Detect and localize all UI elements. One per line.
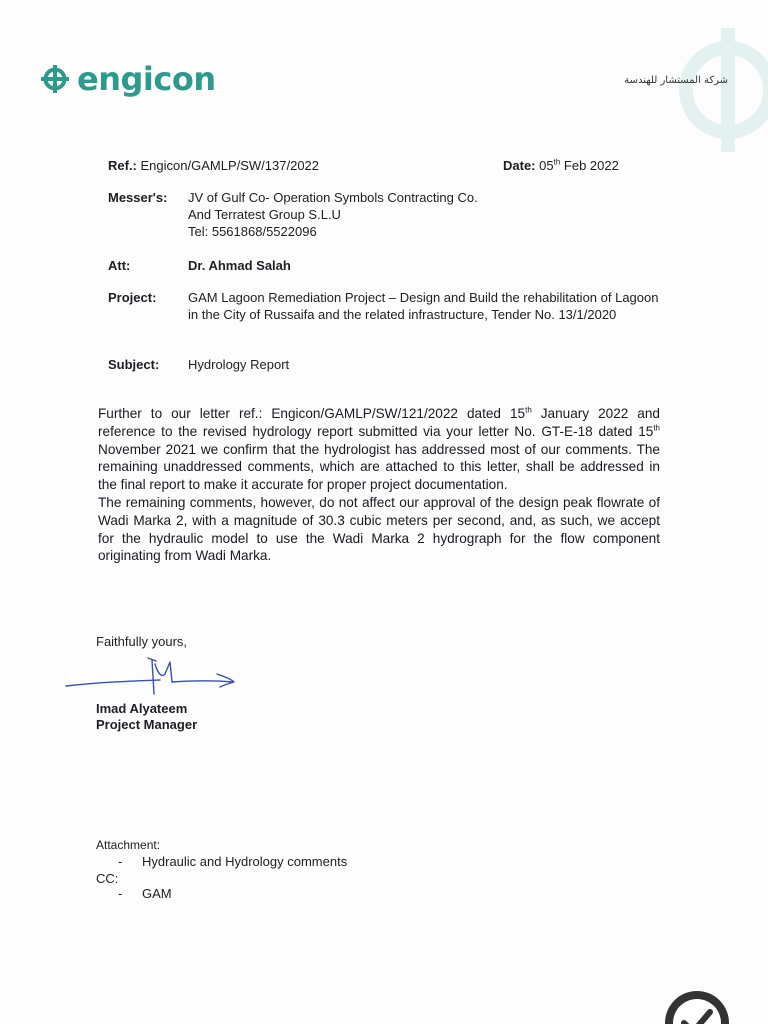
cc-text: GAM <box>142 886 172 901</box>
ref-label: Ref.: <box>108 158 137 173</box>
letter-date <box>503 157 619 174</box>
body-text-segment: November 2021 we confirm that the hydrologist has addressed most of our comments. The remaining unaddressed comments, which are attached to this letter, shall be addressed in the final report to make it accurate for proper project documentation. <box>98 441 660 493</box>
messers-line: And Terratest Group S.L.U <box>188 207 341 222</box>
cc-item <box>118 886 172 901</box>
signer-name: Imad Alyateem <box>96 701 188 716</box>
subject-label: Subject: <box>108 357 160 372</box>
messers-line: Tel: 5561868/5522096 <box>188 224 317 239</box>
company-name: engicon <box>77 60 216 98</box>
cc-label: CC: <box>96 871 119 886</box>
body-paragraph-2: The remaining comments, however, do not affect our approval of the design peak flowrate of Wadi Marka 2, with a magnitude of 30.3 cubic meters per second, and, as such, we accept for the hydraulic model to use the Wadi Marka 2 hydrograph for the flow component originating from Wadi Marka. <box>98 494 660 564</box>
att-label: Att: <box>108 258 131 273</box>
reference <box>108 157 319 174</box>
letter-body <box>98 405 660 565</box>
subject-value: Hydrology Report <box>188 357 290 372</box>
body-text-segment: January 2022 and reference to the revised hydrology report submitted via your letter No. GT-E-18 dated 15 <box>98 406 660 439</box>
messers-label: Messer's: <box>108 190 168 205</box>
company-logo <box>38 62 216 96</box>
certification-seal-icon <box>662 988 732 1024</box>
ordinal-suffix: th <box>653 423 660 433</box>
att-value: Dr. Ahmad Salah <box>188 258 291 273</box>
date-suffix: th <box>553 157 561 167</box>
date-day: 05 <box>539 158 554 173</box>
attachment-text: Hydraulic and Hydrology comments <box>142 854 348 869</box>
bullet-dash: - <box>118 854 123 869</box>
attachment-label: Attachment: <box>96 838 161 852</box>
attachment-item <box>118 854 347 869</box>
bullet-dash: - <box>118 886 123 901</box>
handwritten-signature <box>62 652 242 702</box>
body-text-segment: Further to our letter ref.: Engicon/GAMLP/SW/121/2022 dated 15 <box>98 406 526 421</box>
company-arabic-name: شركة المستشار للهندسة <box>624 75 728 86</box>
date-label: Date: <box>503 158 536 173</box>
ref-value: Engicon/GAMLP/SW/137/2022 <box>140 158 320 173</box>
project-value: GAM Lagoon Remediation Project – Design and Build the rehabilitation of Lagoon in the City of Russaifa and the related infrastructure, Tender No. 13/1/2020 <box>188 290 659 322</box>
date-rest: Feb 2022 <box>560 158 619 173</box>
engicon-logo-icon <box>38 62 72 96</box>
body-paragraph-1 <box>98 405 660 494</box>
project-label: Project: <box>108 290 157 305</box>
watermark-logo-icon <box>658 20 768 160</box>
ordinal-suffix: th <box>525 405 532 415</box>
closing-salutation: Faithfully yours, <box>96 634 188 649</box>
messers-line: JV of Gulf Co- Operation Symbols Contracting Co. <box>188 190 478 205</box>
messers-value <box>188 189 668 240</box>
signer-title: Project Manager <box>96 717 198 732</box>
